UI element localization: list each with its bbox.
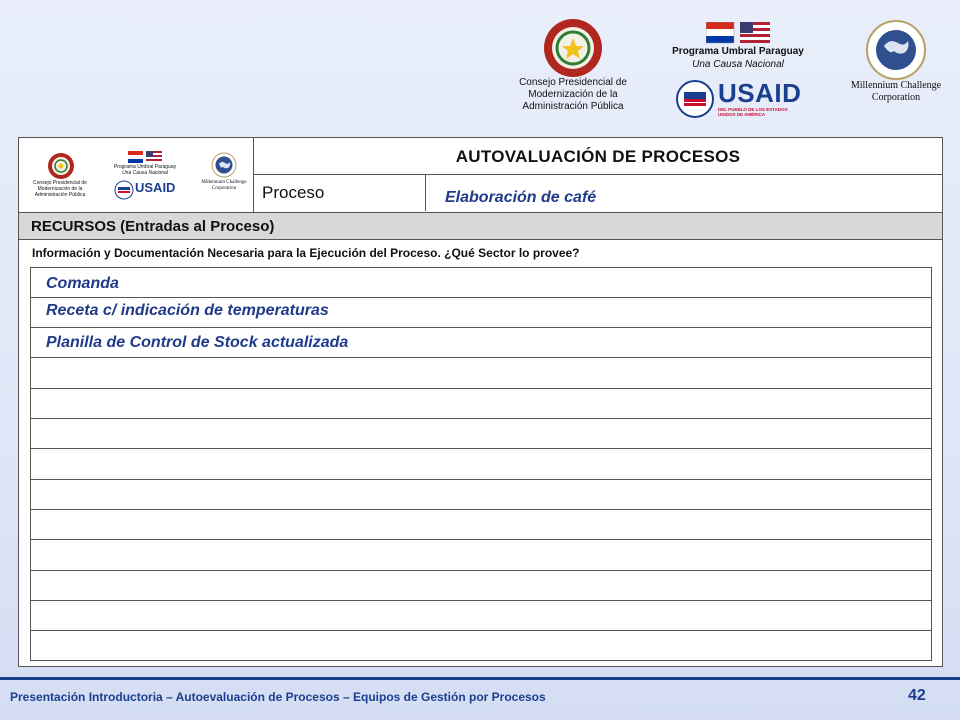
- table-row: [31, 631, 931, 660]
- process-label: Proceso: [254, 175, 426, 211]
- mini-programa-text: [100, 164, 190, 176]
- table-row: [31, 298, 931, 328]
- table-row: [31, 540, 931, 571]
- form-title: AUTOVALUACIÓN DE PROCESOS: [254, 138, 942, 175]
- table-row: [31, 449, 931, 480]
- programa-title: Programa Umbral Paraguay: [672, 46, 804, 57]
- mini-paraguay-seal-icon: [47, 152, 75, 180]
- table-row: [31, 480, 931, 510]
- table-row: [31, 389, 931, 419]
- row-entry: Planilla de Control de Stock actualizada: [46, 334, 349, 351]
- mini-programa-title: Programa Umbral Paraguay: [113, 164, 177, 170]
- consejo-text: Consejo Presidencial de Modernización de la Administración Pública: [519, 77, 627, 112]
- programa-subtitle: Una Causa Nacional: [692, 59, 784, 70]
- mini-mcc-seal-icon: [211, 152, 237, 178]
- resources-section-title: RECURSOS (Entradas al Proceso): [19, 212, 942, 240]
- mcc-seal-icon: [866, 20, 926, 80]
- table-row: [31, 510, 931, 540]
- paraguay-seal-icon: [543, 18, 603, 78]
- resources-table: [30, 267, 932, 661]
- mini-programa-sub: Una Causa Nacional: [122, 170, 168, 176]
- mini-usaid-logo: [114, 179, 180, 201]
- row-entry: Comanda: [46, 275, 119, 292]
- table-row: [31, 419, 931, 449]
- usaid-wordmark: USAID: [718, 78, 802, 108]
- mini-usaid-seal-icon: [114, 180, 134, 200]
- row-entry: Receta c/ indicación de temperaturas: [46, 302, 329, 319]
- footer-divider: [0, 677, 960, 680]
- mini-usaid-wordmark: USAID: [135, 180, 176, 195]
- footer-text: Presentación Introductoria – Autoevaluación de Procesos – Equipos de Gestión por Procesos: [10, 690, 546, 704]
- mini-mcc-text: Millennium Challenge Corporation: [201, 180, 247, 191]
- table-row: [31, 601, 931, 631]
- table-row: [31, 328, 931, 358]
- info-question: Información y Documentación Necesaria para la Ejecución del Proceso. ¿Qué Sector lo provee?: [32, 246, 580, 260]
- usaid-logo: [676, 78, 800, 120]
- usaid-tagline: DEL PUEBLO DE LOS ESTADOS UNIDOS DE AMÉRICA: [718, 107, 788, 117]
- mini-flags-icon: [128, 151, 162, 163]
- table-row: [31, 358, 931, 389]
- page-number: 42: [908, 687, 926, 704]
- flags-icon: [706, 22, 770, 44]
- table-row: [31, 571, 931, 601]
- process-value: Elaboración de café: [445, 189, 597, 206]
- table-row: [31, 268, 931, 298]
- mini-consejo-text: Consejo Presidencial de Modernización de la Administración Pública: [33, 180, 87, 198]
- mcc-text: Millennium Challenge Corporation: [850, 80, 942, 103]
